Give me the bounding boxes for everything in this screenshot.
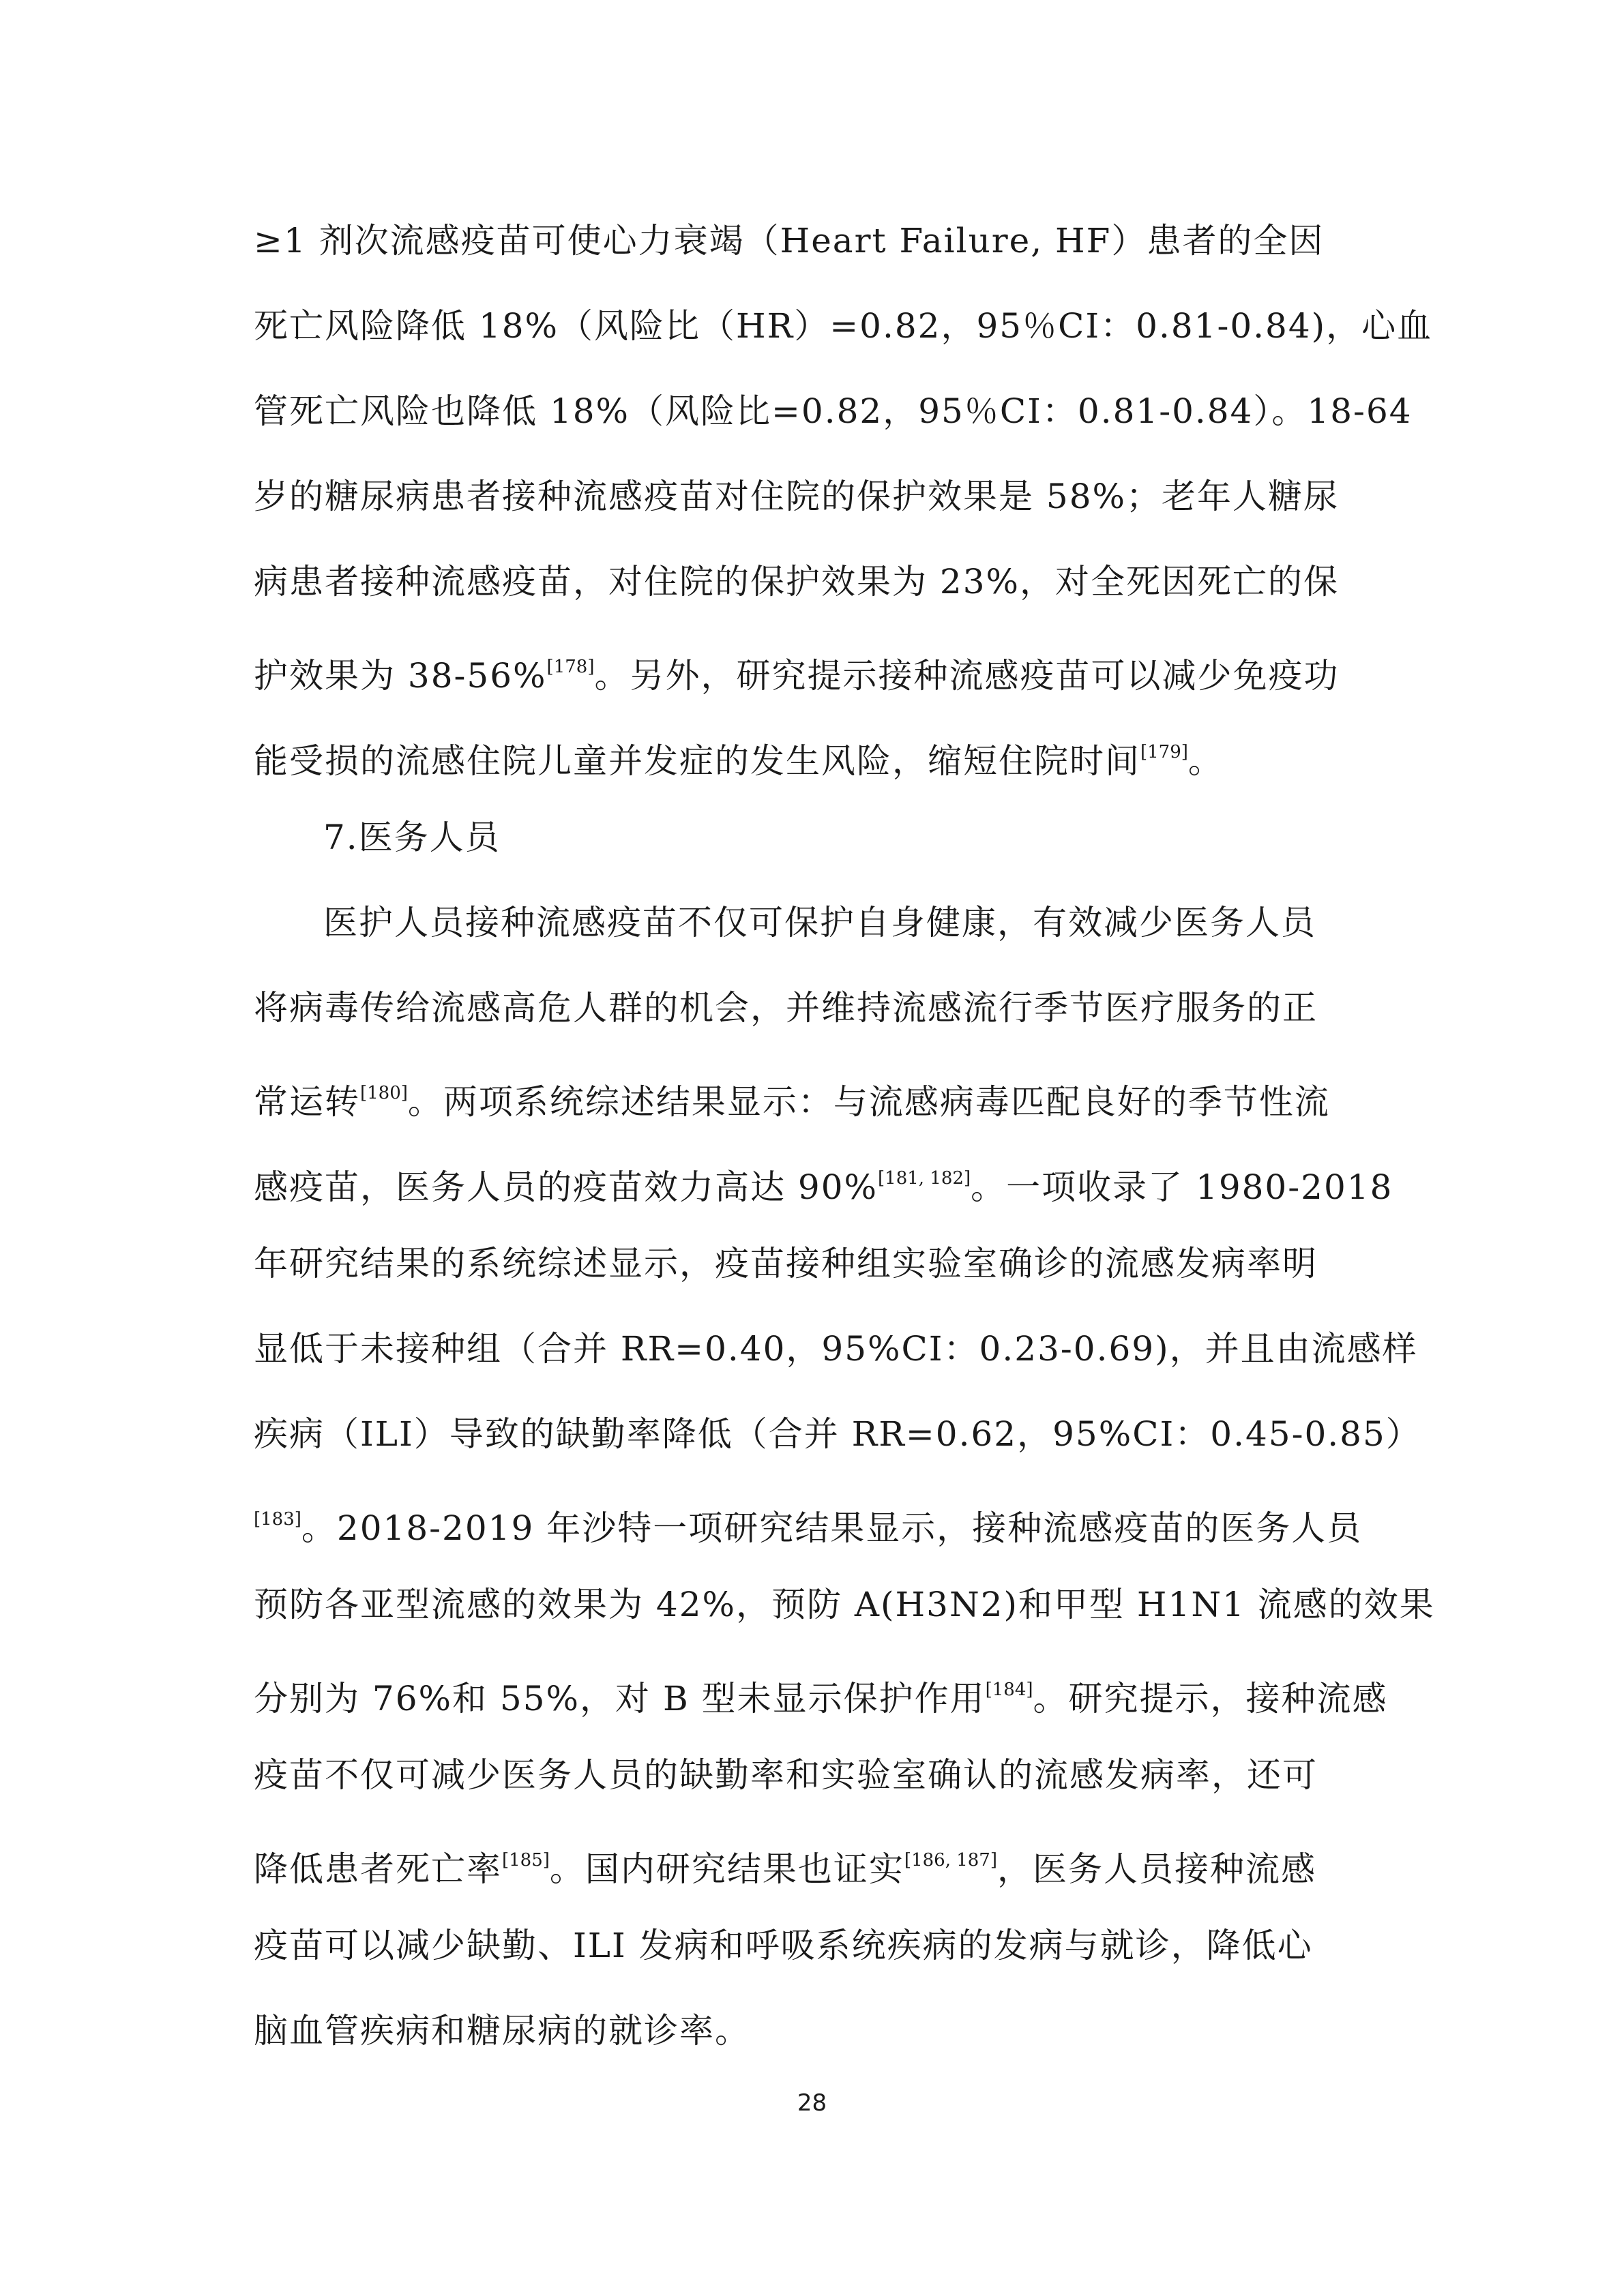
text-line: 管死亡风险也降低 18%（风险比=0.82，95％CI：0.81-0.84）。18-64 (254, 391, 1413, 431)
text-line: 常运转[180]。两项系统综述结果显示：与流感病毒匹配良好的季节性流 (254, 1082, 1330, 1122)
citation-reference: [181, 182] (878, 1168, 971, 1189)
text-line: 显低于未接种组（合并 RR=0.40，95%CI：0.23-0.69)，并且由流感样 (254, 1329, 1418, 1369)
citation-reference: [184] (985, 1680, 1033, 1700)
citation-reference: [186, 187] (904, 1850, 997, 1870)
text-line: ≥1 剂次流感疫苗可使心力衰竭（Heart Failure, HF）患者的全因 (254, 221, 1325, 260)
citation-reference: [185] (502, 1850, 550, 1870)
text-line: 感疫苗，医务人员的疫苗效力高达 90%[181, 182]。一项收录了 1980-2018 (254, 1167, 1393, 1207)
text-line: [183]。2018-2019 年沙特一项研究结果显示，接种流感疫苗的医务人员 (254, 1508, 1363, 1548)
citation-reference: [179] (1140, 742, 1188, 762)
text-line: 疾病（ILI）导致的缺勤率降低（合并 RR=0.62，95%CI：0.45-0.85） (254, 1414, 1421, 1454)
text-line: 年研究结果的系统综述显示，疫苗接种组实验室确诊的流感发病率明 (254, 1244, 1318, 1283)
text-line: 脑血管疾病和糖尿病的就诊率。 (254, 2011, 750, 2051)
text-line: 护效果为 38-56%[178]。另外，研究提示接种流感疫苗可以减少免疫功 (254, 656, 1340, 696)
citation-reference: [183] (254, 1509, 301, 1530)
text-line: 降低患者死亡率[185]。国内研究结果也证实[186, 187]，医务人员接种流感 (254, 1849, 1316, 1889)
citation-reference: [178] (546, 657, 595, 677)
text-line: 岁的糖尿病患者接种流感疫苗对住院的保护效果是 58%；老年人糖尿 (254, 477, 1340, 516)
text-line: 病患者接种流感疫苗，对住院的保护效果为 23%，对全死因死亡的保 (254, 562, 1340, 601)
text-line: 分别为 76%和 55%，对 B 型未显示保护作用[184]。研究提示，接种流感 (254, 1679, 1388, 1718)
text-line: 预防各亚型流感的效果为 42%，预防 A(H3N2)和甲型 H1N1 流感的效果 (254, 1585, 1435, 1624)
text-line: 疫苗可以减少缺勤、ILI 发病和呼吸系统疾病的发病与就诊，降低心 (254, 1926, 1313, 1965)
text-line: 医护人员接种流感疫苗不仅可保护自身健康，有效减少医务人员 (323, 903, 1316, 942)
text-line: 死亡风险降低 18%（风险比（HR）=0.82，95％CI：0.81-0.84)，心血 (254, 306, 1433, 346)
text-line: 能受损的流感住院儿童并发症的发生风险，缩短住院时间[179]。 (254, 741, 1224, 781)
citation-reference: [180] (360, 1083, 408, 1103)
text-line: 将病毒传给流感高危人群的机会，并维持流感流行季节医疗服务的正 (254, 988, 1318, 1028)
page-number: 28 (797, 2089, 827, 2117)
text-line: 疫苗不仅可减少医务人员的缺勤率和实验室确认的流感发病率，还可 (254, 1755, 1318, 1795)
section-heading: 7.医务人员 (323, 818, 501, 857)
